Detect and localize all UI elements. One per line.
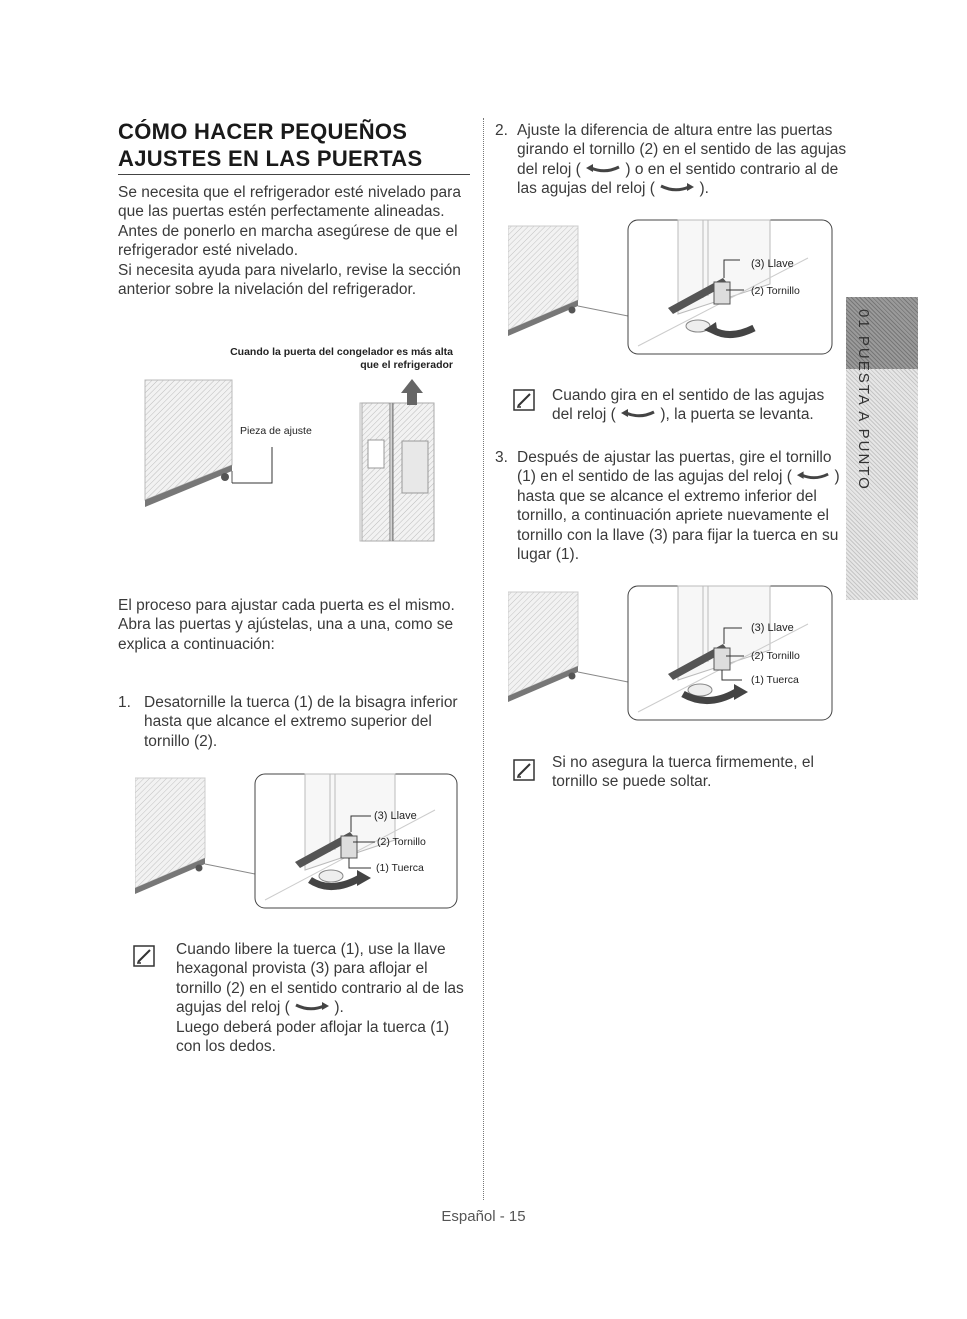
up-arrow-icon	[401, 379, 423, 405]
title-line2: AJUSTES EN LAS PUERTAS	[118, 146, 423, 171]
label-tuerca: (1) Tuerca	[376, 862, 424, 874]
note-line: tornillo (2) en el sentido contrario al de las	[176, 979, 464, 997]
note-line: con los dedos.	[176, 1038, 276, 1056]
step-line: ) o en el sentido contrario al de	[625, 160, 839, 178]
step-line: lugar (1).	[517, 546, 580, 564]
process-line: El proceso para ajustar cada puerta es el mismo.	[118, 597, 455, 614]
counterclockwise-arrow-icon	[659, 183, 695, 195]
intro-line: que las puertas estén perfectamente alineadas.	[118, 203, 445, 221]
caption-line: Cuando la puerta del congelador es más alta	[230, 346, 453, 358]
label-tornillo: (2) Tornillo	[377, 836, 426, 848]
step-line: hasta que se alcance el extremo inferior del	[517, 487, 817, 505]
caption-line: que el refrigerador	[360, 359, 453, 371]
step-line: tornillo (2).	[144, 732, 218, 750]
figure1-caption	[150, 346, 453, 372]
note-line: hexagonal provista (3) para aflojar el	[176, 960, 428, 978]
step-line: (1) en el sentido de las agujas del reloj (	[517, 468, 792, 486]
counterclockwise-arrow-icon	[294, 1002, 330, 1014]
label-tornillo: (2) Tornillo	[751, 650, 800, 662]
note-icon	[512, 388, 536, 412]
title-line1: CÓMO HACER PEQUEÑOS	[118, 119, 408, 144]
step-line: hasta que alcance el extremo superior del	[144, 713, 432, 731]
page-title	[118, 118, 470, 175]
intro-line: anterior sobre la nivelación del refrigerador.	[118, 281, 417, 299]
step1-number: 1.	[118, 694, 131, 711]
intro-line: Si necesita ayuda para nivelarlo, revise la sección	[118, 261, 461, 279]
page-footer: Español - 15	[441, 1208, 526, 1225]
step-line: Después de ajustar las puertas, gire el tornillo	[517, 449, 832, 466]
note-line: Luego deberá poder aflojar la tuerca (1)	[176, 1018, 450, 1036]
note-line: Cuando libere la tuerca (1), use la llave	[176, 941, 446, 958]
note-line: tornillo se puede soltar.	[552, 773, 712, 791]
note-icon	[512, 758, 536, 782]
figure1-illustration	[140, 375, 440, 545]
note2	[552, 386, 842, 425]
step-line: ).	[699, 180, 709, 198]
step-line: Desatornille la tuerca (1) de la bisagra inferior	[144, 694, 458, 711]
label-llave: (3) Llave	[751, 622, 794, 634]
note-line-end: ).	[334, 999, 344, 1017]
clockwise-arrow-icon	[585, 164, 621, 176]
label-llave: (3) Llave	[751, 258, 794, 270]
note-line: Si no asegura la tuerca firmemente, el	[552, 754, 814, 771]
note1	[176, 940, 476, 1056]
label-tuerca: (1) Tuerca	[751, 674, 799, 686]
process-line: explica a continuación:	[118, 635, 275, 653]
process-line: Abra las puertas y ajústelas, una a una, como se	[118, 616, 454, 634]
step-line: girando el tornillo (2) en el sentido de las agujas	[517, 141, 847, 159]
note3	[552, 753, 842, 792]
label-tornillo: (2) Tornillo	[751, 285, 800, 297]
step-line: tornillo con la llave (3) para fijar la tuerca en su	[517, 526, 839, 544]
note-line: ), la puerta se levanta.	[660, 406, 814, 424]
intro-paragraph	[118, 183, 478, 299]
step2	[495, 121, 850, 199]
clockwise-arrow-icon	[796, 471, 830, 483]
note-line: Cuando gira en el sentido de las agujas	[552, 387, 825, 404]
clockwise-arrow-icon	[620, 409, 656, 421]
note-icon	[132, 944, 156, 968]
step-line: Ajuste la diferencia de altura entre las puertas	[517, 122, 833, 139]
side-tab-label: 01 PUESTA A PUNTO	[855, 309, 872, 491]
step2-number: 2.	[495, 122, 508, 139]
step3	[495, 448, 850, 564]
step1	[118, 693, 478, 751]
note-line: del reloj (	[552, 406, 616, 424]
adjust-part-label: Pieza de ajuste	[240, 425, 312, 437]
step-line: las agujas del reloj (	[517, 180, 655, 198]
note-line: agujas del reloj (	[176, 999, 290, 1017]
step-line: del reloj (	[517, 160, 581, 178]
intro-line: Antes de ponerlo en marcha asegúrese de que el	[118, 222, 458, 240]
column-divider	[483, 118, 484, 1200]
intro-line: refrigerador esté nivelado.	[118, 242, 299, 260]
intro-line: Se necesita que el refrigerador esté nivelado para	[118, 184, 461, 201]
step-line: )	[834, 468, 840, 486]
step3-number: 3.	[495, 449, 508, 466]
step-line: tornillo, a continuación apriete nuevamente el	[517, 507, 829, 525]
label-llave: (3) Llave	[374, 810, 417, 822]
process-paragraph	[118, 596, 478, 654]
